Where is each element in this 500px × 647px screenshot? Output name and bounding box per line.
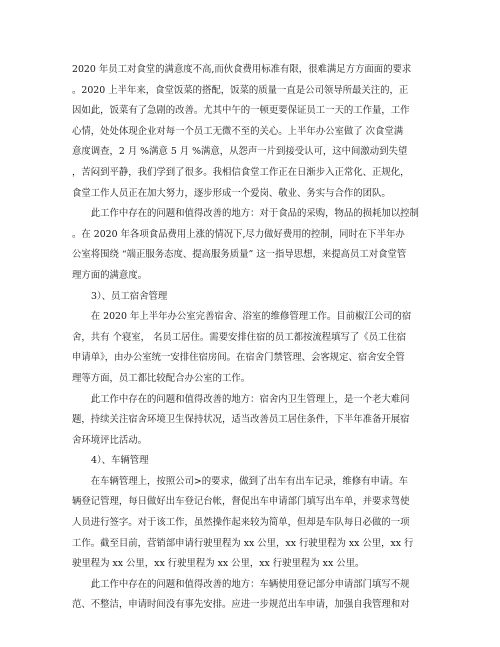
text-line: 在车辆管理上，按照公司>的要求，做到了出车有出车记录，维修有申请。车 xyxy=(72,475,408,487)
text-line: 意度调查，2 月 %满意 5 月 %满意，从怨声一片到接受认可，这中间激动到失望 xyxy=(72,146,408,158)
paragraph-dormitory-management xyxy=(72,307,434,389)
text-line: 理等方面，员工都比较配合办公室的工作。 xyxy=(72,372,251,384)
text-line: 题，持续关注宿舍环境卫生保持状况，适当改善员工居住条件，下半年准备开展宿 xyxy=(72,414,410,426)
paragraph-vehicle-management xyxy=(72,472,434,575)
paragraph-canteen-issues xyxy=(72,204,434,286)
text-line: 辆登记管理，每日做好出车登记台帐，督促出车申请部门填写出车单，并要求驾使 xyxy=(72,496,410,508)
text-line: 因如此，饭菜有了急剧的改善。尤其中午的一顿更要保证员工一天的工作量，工作 xyxy=(72,105,410,117)
section-heading-vehicles: 4）、车辆管理 xyxy=(91,455,149,467)
text-line: 。在 2020 年各项食品费用上涨的情况下,尽力做好费用的控制，同时在下半年办 xyxy=(72,228,405,240)
text-line: 驶里程为 xx 公里，xx 行驶里程为 xx 公里，xx 行驶里程为 xx 公里。 xyxy=(72,558,365,570)
section-heading-dormitory: 3）、员工宿舍管理 xyxy=(91,290,168,302)
text-line: 心情，处处体现企业对每一个员工无微不至的关心。上半年办公室做了 次食堂满 xyxy=(72,125,404,137)
text-line: 2020 年员工对食堂的满意度不高,而伙食费用标准有限，很难满足方方面面的要求 xyxy=(72,64,412,75)
paragraph-canteen-satisfaction xyxy=(72,60,434,204)
text-line: ，苦闷到平静，我们学到了很多。我相信食堂工作正在日渐步入正常化、正规化， xyxy=(72,166,410,178)
text-line: 舍，共有 个寝室， 名员工居住。需要安排住宿的员工都按流程填写了《员工住宿 xyxy=(72,331,407,343)
text-line: 。2020 上半年来，食堂饭菜的搭配，饭菜的质量一直是公司领导所最关注的，正 xyxy=(72,84,409,96)
paragraph-dormitory-issues xyxy=(72,390,434,452)
text-line: 此工作中存在的问题和值得改善的地方：对于食品的采购，物品的损耗加以控制 xyxy=(72,208,419,220)
text-line: 申请单》，由办公室统一安排住宿房间。在宿舍门禁管理、会客规定、宿舍安全管 xyxy=(72,352,405,364)
text-line: 舍环境评比活动。 xyxy=(72,434,148,446)
text-line: 此工作中存在的问题和值得改善的地方：车辆使用登记部分申请部门填写不规 xyxy=(72,578,410,590)
text-line: 人员进行签字。对于该工作，虽然操作起来较为简单，但却是车队每日必做的一项 xyxy=(72,517,410,529)
text-line: 此工作中存在的问题和值得改善的地方：宿舍内卫生管理上，是一个老大难问 xyxy=(72,393,410,405)
text-line: 理方面的满意度。 xyxy=(72,269,148,281)
text-line: 食堂工作人员正在加大努力，逐步形成一个爱岗、敬业、务实与合作的团队。 xyxy=(72,187,391,199)
text-line: 在 2020 年上半年办公室完善宿舍、浴室的维修管理工作。目前椒江公司的宿 xyxy=(72,311,412,323)
text-line: 公室将围绕 “端正服务态度、提高服务质量” 这一指导思想，来提高员工对食堂管 xyxy=(72,249,407,261)
text-line: 范、不整洁，申请时间没有事先安排。应进一步规范出车申请，加强自我管理和对 xyxy=(72,599,410,611)
text-line: 工作。截至目前，营销部申请行驶里程为 xx 公里，xx 行驶里程为 xx 公里，xx 行 xyxy=(72,537,414,549)
paragraph-vehicle-issues xyxy=(72,575,434,616)
